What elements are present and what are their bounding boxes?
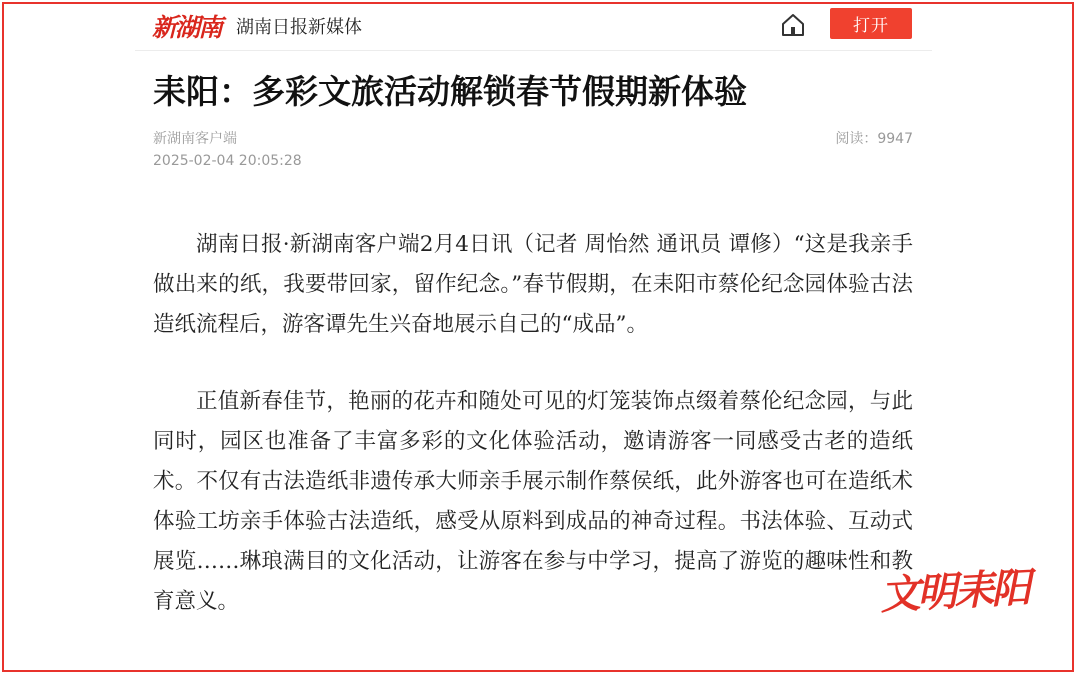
article-source: 新湖南客户端 [153, 131, 237, 147]
brand-name: 湖南日报新媒体 [236, 17, 362, 38]
top-bar [135, 0, 932, 51]
open-app-button[interactable]: 打开 [830, 8, 912, 39]
wenming-leiyang-watermark: 文明耒阳 [879, 564, 1030, 619]
article-meta [153, 128, 302, 172]
paragraph: 湖南日报·新湖南客户端2月4日讯（记者 周怡然 通讯员 谭修）“这是我亲手做出来的纸，我要带回家，留作纪念。”春节假期，在耒阳市蔡伦纪念园体验古法造纸流程后，游客谭先生兴奋地展示自己的“成品”。 [153, 232, 913, 337]
paragraph: 正值新春佳节，艳丽的花卉和随处可见的灯笼装饰点缀着蔡伦纪念园，与此同时，园区也准备了丰富多彩的文化体验活动，邀请游客一同感受古老的造纸术。不仅有古法造纸非遗传承大师亲手展示制作蔡侯纸，此外游客也可在造纸术体验工坊亲手体验古法造纸，感受从原料到成品的神奇过程。书法体验、互动式展览……琳琅满目的文化活动，让游客在参与中学习，提高了游览的趣味性和教育意义。 [153, 389, 913, 614]
read-count: 阅读：9947 [835, 131, 913, 147]
home-icon[interactable] [780, 12, 806, 38]
article-datetime: 2025-02-04 20:05:28 [153, 153, 302, 169]
article-body [153, 225, 913, 659]
xinhunan-logo[interactable]: 新湖南 [152, 13, 222, 42]
article-title: 耒阳：多彩文旅活动解锁春节假期新体验 [153, 72, 747, 111]
